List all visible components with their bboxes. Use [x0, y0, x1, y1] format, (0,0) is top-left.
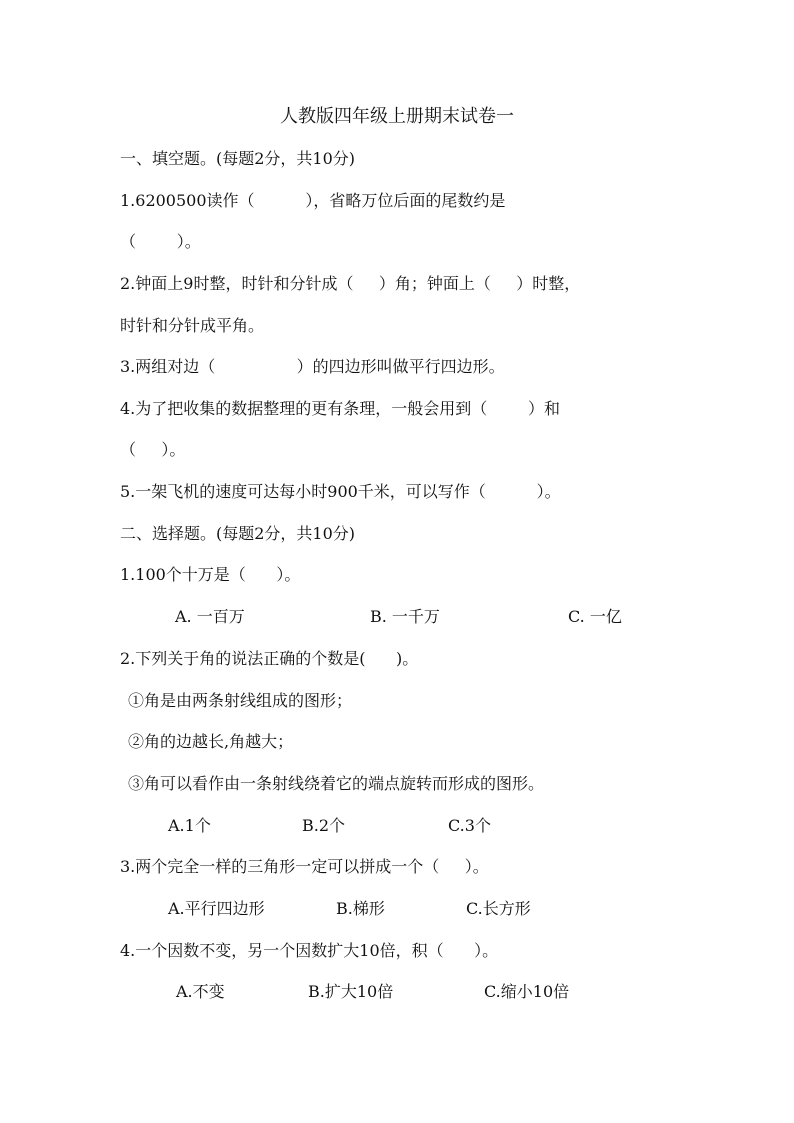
choice-option: C.长方形	[466, 899, 531, 918]
question-text: 2.钟面上9时整，时针和分针成（ ）角；钟面上（ ）时整，	[120, 274, 581, 293]
question-text: （ ）。	[120, 232, 201, 251]
section-heading-fill-blank: 一、填空题。(每题2分，共10分)	[120, 149, 356, 168]
question-text: 3.两个完全一样的三角形一定可以拼成一个（ ）。	[120, 857, 489, 876]
question-text: 2.下列关于角的说法正确的个数是( )。	[120, 649, 419, 668]
choice-option: C. 一亿	[568, 607, 622, 626]
choice-option: A.不变	[176, 982, 225, 1001]
choice-option: B.扩大10倍	[308, 982, 394, 1001]
choice-option: C.缩小10倍	[484, 982, 570, 1001]
page-title: 人教版四年级上册期末试卷一	[280, 106, 514, 127]
question-text: 1.6200500读作（ ），省略万位后面的尾数约是	[120, 191, 506, 210]
question-text: 1.100个十万是（ ）。	[120, 565, 301, 584]
question-text: 时针和分针成平角。	[120, 316, 265, 335]
choice-option: A.平行四边形	[168, 899, 265, 918]
statement-text: ②角的边越长,角越大；	[128, 732, 294, 751]
question-text: （ ）。	[120, 440, 186, 459]
choice-option: B. 一千万	[370, 607, 440, 626]
choice-option: B.2个	[302, 816, 346, 835]
question-text: 3.两组对边（ ）的四边形叫做平行四边形。	[120, 357, 505, 376]
question-text: 4.为了把收集的数据整理的更有条理，一般会用到（ ）和	[120, 399, 560, 418]
statement-text: ①角是由两条射线组成的图形；	[128, 691, 353, 710]
choice-option: A. 一百万	[175, 607, 245, 626]
choice-option: A.1个	[168, 816, 211, 835]
section-heading-multiple-choice: 二、选择题。(每题2分，共10分)	[120, 524, 356, 543]
question-text: 4.一个因数不变，另一个因数扩大10倍，积（ ）。	[120, 941, 499, 960]
choice-option: B.梯形	[336, 899, 385, 918]
statement-text: ③角可以看作由一条射线绕着它的端点旋转而形成的图形。	[128, 774, 545, 793]
choice-option: C.3个	[448, 816, 491, 835]
question-text: 5.一架飞机的速度可达每小时900千米，可以写作（ ）。	[120, 482, 561, 501]
